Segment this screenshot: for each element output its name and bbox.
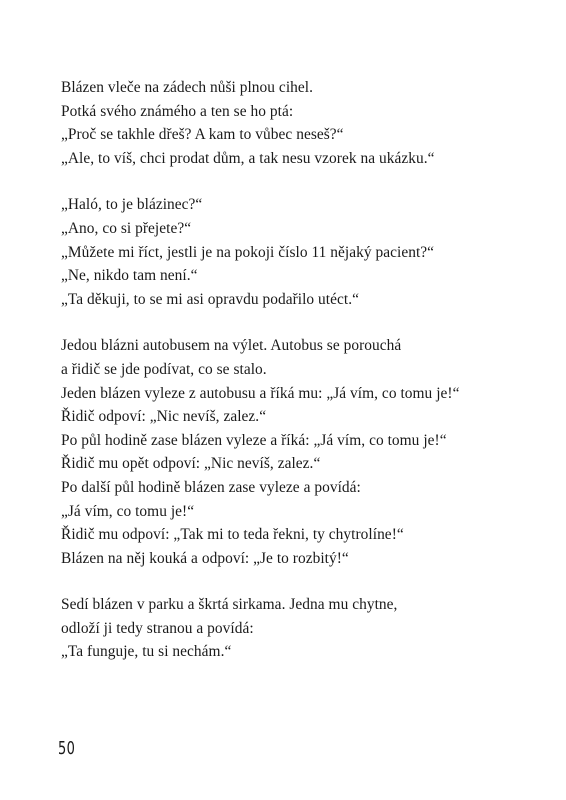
text-line: Po půl hodině zase blázen vyleze a říká: „Já vím, co tomu je!“ <box>61 431 447 449</box>
page-number: 50 <box>58 738 76 759</box>
text-line: Po další půl hodině blázen zase vyleze a povídá: <box>61 478 361 496</box>
text-line: „Ta děkuji, to se mi asi opravdu podařilo utéct.“ <box>61 290 359 308</box>
text-line: odloží ji tedy stranou a povídá: <box>61 619 254 637</box>
text-line: „Ale, to víš, chci prodat dům, a tak nesu vzorek na ukázku.“ <box>61 149 435 167</box>
joke-3 <box>61 334 531 570</box>
text-line: Řidič mu odpoví: „Tak mi to teda řekni, ty chytrolíne!“ <box>61 526 404 544</box>
text-line: „Haló, to je blázinec?“ <box>61 196 203 214</box>
text-line: „Proč se takhle dřeš? A kam to vůbec neseš?“ <box>61 126 344 144</box>
joke-2 <box>61 193 531 311</box>
text-line: Řidič odpoví: „Nic nevíš, zalez.“ <box>61 408 267 426</box>
joke-4 <box>61 593 531 664</box>
text-line: Jedou blázni autobusem na výlet. Autobus se porouchá <box>61 337 402 355</box>
text-line: „Já vím, co tomu je!“ <box>61 502 195 520</box>
text-line: a řidič se jde podívat, co se stalo. <box>61 360 267 378</box>
text-line: Řidič mu opět odpoví: „Nic nevíš, zalez.“ <box>61 455 321 473</box>
text-line: Blázen vleče na zádech nůši plnou cihel. <box>61 79 313 96</box>
text-line: „Ta funguje, tu si nechám.“ <box>61 643 232 661</box>
text-line: „Ne, nikdo tam není.“ <box>61 267 198 285</box>
text-line: Potká svého známého a ten se ho ptá: <box>61 102 294 120</box>
text-line: Sedí blázen v parku a škrtá sirkama. Jedna mu chytne, <box>61 596 398 614</box>
text-block <box>61 76 531 687</box>
text-line: „Ano, co si přejete?“ <box>61 219 192 237</box>
text-line: Blázen na něj kouká a odpoví: „Je to rozbitý!“ <box>61 549 349 567</box>
text-line: Jeden blázen vyleze z autobusu a říká mu: „Já vím, co tomu je!“ <box>61 384 460 402</box>
joke-1 <box>61 76 531 170</box>
text-line: „Můžete mi říct, jestli je na pokoji číslo 11 nějaký pacient?“ <box>61 243 435 261</box>
